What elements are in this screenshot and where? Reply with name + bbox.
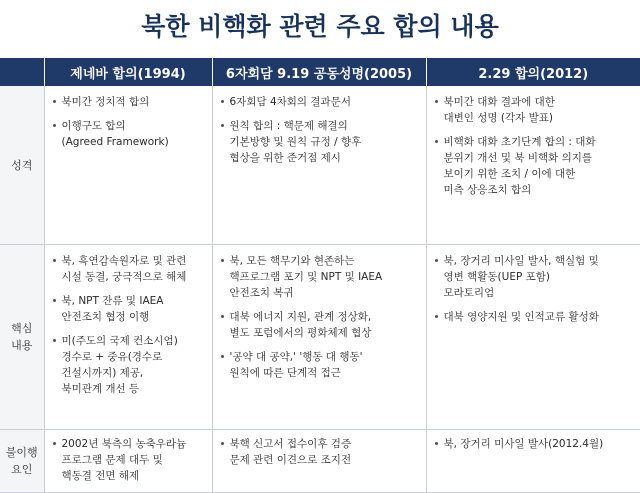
list-item-text: 대북 영양지원 및 인적교류 활성화: [443, 311, 599, 323]
column-header-geneva: 제네바 합의(1994): [44, 58, 212, 86]
list-item-text: 6자회담 4차회의 결과문서: [229, 96, 351, 108]
table-cell: [426, 86, 640, 245]
list-item: [53, 253, 204, 285]
row-label: [0, 245, 44, 430]
list-item-text: 북, 흑연감속원자로 및 관련 시설 동결, 궁극적으로 해체: [61, 255, 187, 283]
list-item: [221, 94, 418, 110]
page-title: 북한 비핵화 관련 주요 합의 내용: [141, 12, 499, 41]
table-row-key-content: [0, 245, 640, 430]
list-item-text: 북, NPT 잔류 및 IAEA 안전조치 협정 이행: [61, 295, 164, 323]
list-item-text: 북핵 신고서 접수이후 검증 문제 관련 이견으로 조지전: [229, 438, 352, 466]
column-header-229: 2.29 합의(2012): [426, 58, 640, 86]
bullet-icon: [53, 442, 56, 445]
list-item-text: 북, 모든 핵무기와 현존하는 핵프로그램 포기 및 NPT 및 IAEA 안전조치 복귀: [229, 255, 383, 299]
table-header-row: [0, 58, 640, 86]
table-cell: [426, 430, 640, 493]
table-cell: [44, 86, 212, 245]
list-item-text: 대북 에너지 지원, 관계 정상화, 별도 포럼에서의 평화체제 협상: [229, 311, 372, 339]
list-item: [221, 118, 418, 166]
row-label-text: 불이행 요인: [5, 446, 38, 476]
list-item-text: 북미간 정치적 합의: [61, 96, 150, 108]
list-item-text: 비핵화 대화 초기단계 합의 : 대화 분위기 개선 및 북 비핵화 의지를 보이기 위한 조치 / 이에 대한 미측 상응조치 합의: [443, 136, 596, 196]
list-item: [53, 333, 204, 397]
list-item: [221, 436, 418, 468]
row-label-text: 성격: [11, 158, 33, 172]
agreements-table: [0, 58, 640, 493]
row-label: [0, 86, 44, 245]
list-item: [53, 436, 204, 484]
list-item: [435, 134, 633, 198]
header-corner: [0, 58, 44, 86]
bullet-icon: [435, 259, 438, 262]
list-item: [221, 309, 418, 341]
table-cell: [212, 430, 426, 493]
bullet-icon: [435, 100, 438, 103]
bullet-icon: [221, 124, 224, 127]
bullet-icon: [221, 100, 224, 103]
bullet-icon: [221, 442, 224, 445]
table-row-nature: [0, 86, 640, 245]
list-item: [435, 436, 633, 452]
list-item-text: 원칙 합의 : 핵문제 해결의 기본방향 및 원칙 규정 / 향후 협상을 위한 준거점 제시: [229, 120, 362, 164]
list-item: [435, 253, 633, 301]
list-item: [53, 293, 204, 325]
list-item-text: 북미간 대화 결과에 대한 대변인 성명 (각자 발표): [443, 96, 555, 124]
table-cell: [212, 245, 426, 430]
bullet-icon: [53, 100, 56, 103]
list-item: [53, 94, 204, 110]
table-cell: [212, 86, 426, 245]
list-item: [435, 94, 633, 126]
list-item-text: '공약 대 공약,' '행동 대 행동' 원칙에 따른 단계적 접근: [229, 351, 363, 379]
table-cell: [44, 430, 212, 493]
list-item: [435, 309, 633, 325]
row-label: [0, 430, 44, 493]
list-item: [221, 253, 418, 301]
bullet-icon: [435, 315, 438, 318]
list-item-text: 미(주도의 국제 컨소시엄) 경수로 + 중유(경수로 건설시까지) 제공, 북미관계 개선 등: [61, 335, 178, 395]
list-item-text: 북, 장거리 미사일 발사, 핵실험 및 영변 핵활동(UEP 포함) 모라토리엄: [443, 255, 599, 299]
bullet-icon: [221, 315, 224, 318]
bullet-icon: [435, 442, 438, 445]
list-item: [221, 349, 418, 381]
bullet-icon: [435, 140, 438, 143]
list-item: [53, 118, 204, 150]
bullet-icon: [53, 259, 56, 262]
table-row-failure-factors: [0, 430, 640, 493]
bullet-icon: [221, 355, 224, 358]
bullet-icon: [53, 124, 56, 127]
column-header-six-party: 6자회담 9.19 공동성명(2005): [212, 58, 426, 86]
list-item-text: 이행구도 합의 (Agreed Framework): [61, 120, 169, 148]
table-cell: [44, 245, 212, 430]
bullet-icon: [53, 339, 56, 342]
list-item-text: 북, 장거리 미사일 발사(2012.4월): [443, 438, 604, 450]
table-cell: [426, 245, 640, 430]
list-item-text: 2002년 북측의 농축우라늄 프로그램 문제 대두 및 핵동결 전면 해제: [61, 438, 187, 482]
row-label-text: 핵심 내용: [11, 322, 33, 352]
bullet-icon: [221, 259, 224, 262]
bullet-icon: [53, 299, 56, 302]
